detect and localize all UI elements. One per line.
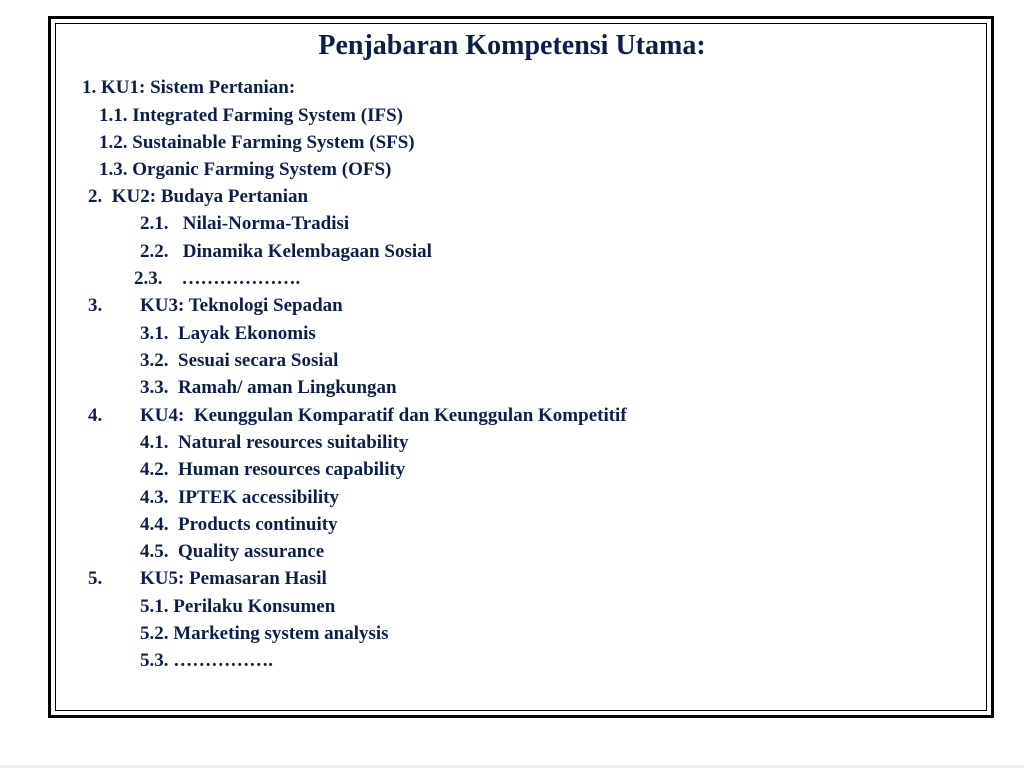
item-text: Integrated Farming System (IFS) xyxy=(132,105,403,126)
item-text: Nilai-Norma-Tradisi xyxy=(182,213,350,234)
list-item-4-5 xyxy=(140,541,324,563)
item-text: KU4: Keunggulan Komparatif dan Keunggulan Kompetitif xyxy=(140,405,627,426)
item-number: 2.3. xyxy=(134,268,163,289)
item-number: 4. xyxy=(88,405,103,426)
item-text: Natural resources suitability xyxy=(178,432,409,453)
list-item-2-2 xyxy=(140,241,432,263)
item-number: 2.2. xyxy=(140,241,169,262)
item-number: 3.3. xyxy=(140,377,169,398)
item-number: 4.4. xyxy=(140,514,169,535)
item-text: KU1: Sistem Pertanian: xyxy=(101,77,296,98)
item-text: IPTEK accessibility xyxy=(178,487,339,508)
list-item-4-2 xyxy=(140,459,405,481)
list-item-3 xyxy=(88,295,343,317)
item-text: Human resources capability xyxy=(178,459,406,480)
item-number: 5.3. xyxy=(140,650,169,671)
item-text: Sustainable Farming System (SFS) xyxy=(132,132,415,153)
item-number: 2. xyxy=(88,186,103,207)
list-item-1-3 xyxy=(99,159,391,181)
list-item-2-1 xyxy=(140,213,349,235)
item-text: KU5: Pemasaran Hasil xyxy=(140,568,327,589)
item-number: 3.1. xyxy=(140,323,169,344)
list-item-1-1 xyxy=(99,105,403,127)
item-number: 2.1. xyxy=(140,213,169,234)
list-item-1-2 xyxy=(99,132,415,154)
list-item-4-3 xyxy=(140,487,339,509)
list-item-1 xyxy=(82,77,295,99)
list-item-3-2 xyxy=(140,350,338,372)
list-item-2 xyxy=(88,186,308,208)
item-text: Perilaku Konsumen xyxy=(173,596,336,617)
list-item-3-1 xyxy=(140,323,316,345)
item-text: Sesuai secara Sosial xyxy=(178,350,339,371)
item-number: 5.1. xyxy=(140,596,169,617)
item-text: KU2: Budaya Pertanian xyxy=(111,186,309,207)
item-text: Marketing system analysis xyxy=(173,623,389,644)
item-number: 5. xyxy=(88,568,103,589)
list-item-5-1 xyxy=(140,596,335,618)
item-number: 5.2. xyxy=(140,623,169,644)
item-number: 1.1. xyxy=(99,105,128,126)
item-text: Quality assurance xyxy=(178,541,325,562)
item-text: KU3: Teknologi Sepadan xyxy=(140,295,343,316)
list-item-4-1 xyxy=(140,432,408,454)
item-number: 4.1. xyxy=(140,432,169,453)
item-number: 4.2. xyxy=(140,459,169,480)
item-number: 4.5. xyxy=(140,541,169,562)
list-item-4 xyxy=(88,405,627,427)
item-number: 1.2. xyxy=(99,132,128,153)
list-item-5-3 xyxy=(140,650,273,672)
item-text: Dinamika Kelembagaan Sosial xyxy=(182,241,432,262)
list-item-5 xyxy=(88,568,327,590)
item-number: 1. xyxy=(82,77,97,98)
item-text: Ramah/ aman Lingkungan xyxy=(178,377,397,398)
item-number: 1.3. xyxy=(99,159,128,180)
item-number: 3.2. xyxy=(140,350,169,371)
item-text: Products continuity xyxy=(178,514,338,535)
item-number: 4.3. xyxy=(140,487,169,508)
item-text: Organic Farming System (OFS) xyxy=(132,159,392,180)
item-number: 3. xyxy=(88,295,103,316)
item-text: ………………. xyxy=(181,268,301,289)
item-text: ……………. xyxy=(173,650,273,671)
item-text: Layak Ekonomis xyxy=(178,323,316,344)
list-item-4-4 xyxy=(140,514,338,536)
slide-title: Penjabaran Kompetensi Utama: xyxy=(318,30,706,61)
list-item-2-3 xyxy=(134,268,300,290)
list-item-3-3 xyxy=(140,377,397,399)
list-item-5-2 xyxy=(140,623,389,645)
